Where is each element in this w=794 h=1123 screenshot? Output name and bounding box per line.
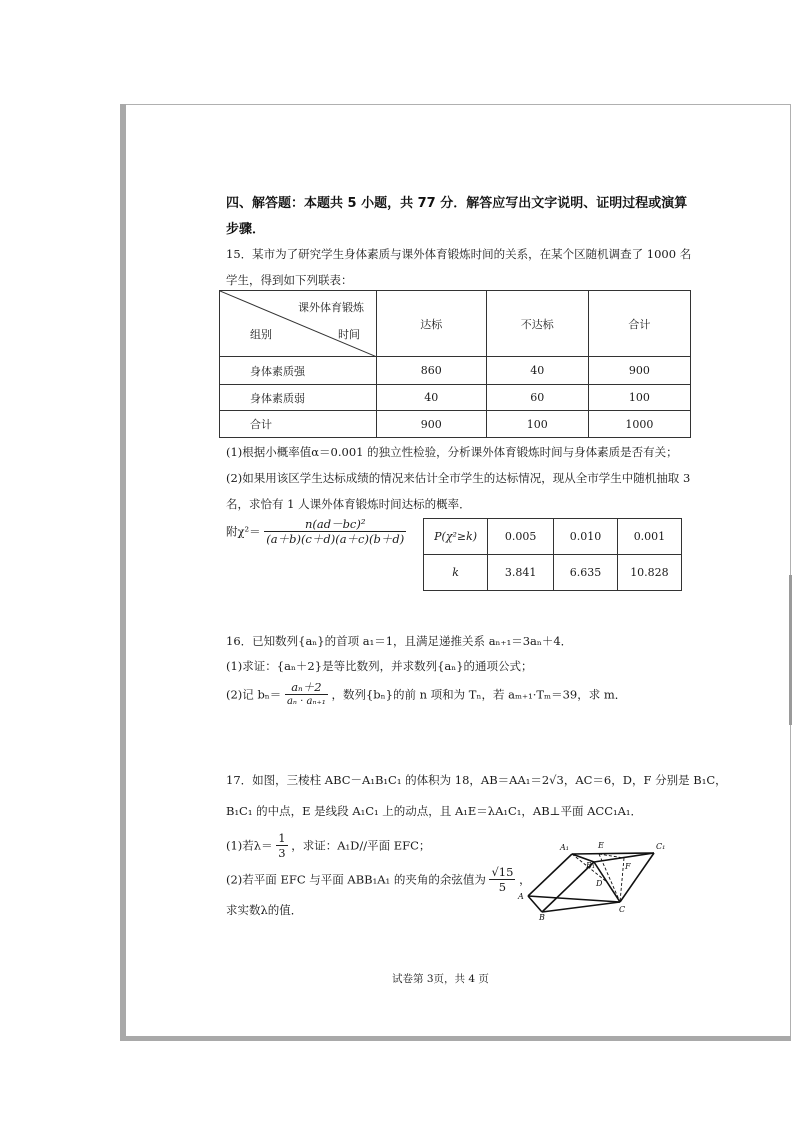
edge-AB bbox=[528, 896, 542, 912]
label-E: E bbox=[598, 841, 604, 850]
segment-FC bbox=[620, 858, 624, 902]
q15-appendix-formula bbox=[226, 517, 406, 546]
table-cell: 40 bbox=[486, 357, 588, 385]
label-B1: B₁ bbox=[586, 861, 596, 870]
table-cell: 6.635 bbox=[554, 555, 618, 591]
row-label: k bbox=[424, 555, 488, 591]
table-cell: 0.010 bbox=[554, 519, 618, 555]
table-header: 达标 bbox=[376, 291, 486, 357]
section-title-line1: 四、解答题：本题共 5 小题，共 77 分．解答应写出文字说明、证明过程或演算 bbox=[226, 196, 688, 211]
part2-prefix: (2)记 bₙ＝ bbox=[226, 687, 282, 702]
q15-part2-line2: 名，求恰有 1 人课外体育锻炼时间达标的概率． bbox=[226, 497, 471, 511]
scroll-marker bbox=[789, 575, 792, 725]
edge-BC bbox=[542, 902, 620, 912]
table-cell: 60 bbox=[486, 385, 588, 411]
chi-square-fraction bbox=[264, 517, 406, 546]
table-row bbox=[220, 385, 691, 411]
part2-suffix: ，数列{bₙ}的前 n 项和为 Tₙ，若 aₘ₊₁·Tₘ＝39，求 m． bbox=[331, 687, 627, 702]
table-cell: 860 bbox=[376, 357, 486, 385]
q16-part1: (1)求证：{aₙ＋2}是等比数列，并求数列{aₙ}的通项公式； bbox=[226, 659, 533, 673]
row-label: 身体素质强 bbox=[220, 357, 377, 385]
table-row bbox=[220, 411, 691, 438]
lambda-fraction bbox=[276, 831, 287, 860]
page-frame-left-shadow bbox=[120, 104, 126, 1041]
fraction-denominator: (a＋b)(c＋d)(a＋c)(b＋d) bbox=[266, 532, 405, 546]
fraction-numerator: √15 bbox=[491, 865, 514, 879]
q17-stem-line2: B₁C₁ 的中点，E 是线段 A₁C₁ 上的动点，且 A₁E＝λA₁C₁，AB⊥平面 ACC₁A₁． bbox=[226, 804, 643, 818]
corner-right-label: 时间 bbox=[338, 328, 360, 341]
table-row bbox=[424, 519, 682, 555]
fraction-numerator: 1 bbox=[278, 831, 286, 845]
fraction-denominator: 5 bbox=[498, 880, 507, 894]
row-label: P(χ²≥k) bbox=[424, 519, 488, 555]
fraction-numerator: aₙ＋2 bbox=[285, 680, 328, 695]
fraction-numerator: n(ad－bc)² bbox=[264, 517, 406, 532]
table-cell: 0.005 bbox=[488, 519, 554, 555]
corner-left-label: 组别 bbox=[250, 328, 272, 341]
q17-part3: 求实数λ的值． bbox=[226, 903, 303, 917]
q15-stem-line2: 学生，得到如下列联表： bbox=[226, 273, 353, 287]
q17-part1 bbox=[226, 831, 430, 860]
table-cell: 10.828 bbox=[617, 555, 681, 591]
table-cell: 1000 bbox=[588, 411, 690, 438]
label-F: F bbox=[625, 862, 631, 871]
page-footer: 试卷第 3页，共 4 页 bbox=[392, 973, 489, 985]
cosine-fraction bbox=[489, 865, 515, 894]
label-D: D bbox=[596, 879, 603, 888]
fraction-denominator: 3 bbox=[278, 846, 286, 860]
q16-stem: 16．已知数列{aₙ}的首项 a₁＝1，且满足递推关系 aₙ₊₁＝3aₙ＋4． bbox=[226, 634, 573, 648]
b-n-fraction bbox=[285, 680, 328, 709]
page-frame-bottom-shadow bbox=[120, 1036, 791, 1041]
label-C1: C₁ bbox=[656, 842, 666, 851]
row-label: 合计 bbox=[220, 411, 377, 438]
table-row bbox=[424, 555, 682, 591]
segment-EC bbox=[599, 854, 620, 902]
table-header: 合计 bbox=[588, 291, 690, 357]
table-cell: 100 bbox=[486, 411, 588, 438]
section-title-line2: 步骤． bbox=[226, 222, 266, 237]
label-A: A bbox=[518, 892, 524, 901]
edge-CC1 bbox=[620, 853, 654, 902]
table-cell: 900 bbox=[376, 411, 486, 438]
corner-top-label: 课外体育锻炼 bbox=[298, 301, 364, 314]
fraction-denominator: aₙ · aₙ₊₁ bbox=[286, 696, 326, 707]
table-header: 不达标 bbox=[486, 291, 588, 357]
table-cell: 40 bbox=[376, 385, 486, 411]
table-cell: 100 bbox=[588, 385, 690, 411]
table-cell: 3.841 bbox=[488, 555, 554, 591]
part2-suffix: ， bbox=[519, 872, 531, 887]
label-C: C bbox=[619, 905, 626, 914]
q15-contingency-table bbox=[219, 290, 691, 438]
edge-A1C1 bbox=[572, 853, 654, 854]
prism-figure bbox=[514, 836, 674, 920]
chi-square-critical-table bbox=[423, 518, 682, 591]
q17-part2 bbox=[226, 865, 531, 894]
part1-suffix: ，求证：A₁D//平面 EFC； bbox=[291, 838, 431, 853]
label-A1: A₁ bbox=[560, 843, 569, 852]
table-cell: 900 bbox=[588, 357, 690, 385]
label-B: B bbox=[539, 913, 545, 920]
table-corner-cell bbox=[220, 291, 377, 357]
part1-prefix: (1)若λ＝ bbox=[226, 838, 273, 853]
q15-part1: (1)根据小概率值α＝0.001 的独立性检验，分析课外体育锻炼时间与身体素质是否有关； bbox=[226, 445, 678, 459]
q16-part2 bbox=[226, 680, 626, 709]
q17-stem-line1: 17．如图，三棱柱 ABC－A₁B₁C₁ 的体积为 18，AB＝AA₁＝2√3，AC＝6，D，F 分别是 B₁C， bbox=[226, 773, 727, 787]
segment-EF bbox=[599, 854, 624, 858]
edge-AC bbox=[528, 896, 620, 902]
q15-part2-line1: (2)如果用该区学生达标成绩的情况来估计全市学生的达标情况，现从全市学生中随机抽取 3 bbox=[226, 471, 691, 485]
row-label: 身体素质弱 bbox=[220, 385, 377, 411]
part2-prefix: (2)若平面 EFC 与平面 ABB₁A₁ 的夹角的余弦值为 bbox=[226, 872, 486, 887]
appendix-label: 附χ²＝ bbox=[226, 524, 261, 539]
table-row bbox=[220, 357, 691, 385]
q15-stem-line1: 15．某市为了研究学生身体素质与课外体育锻炼时间的关系，在某个区随机调查了 1000 名 bbox=[226, 247, 692, 261]
table-cell: 0.001 bbox=[617, 519, 681, 555]
